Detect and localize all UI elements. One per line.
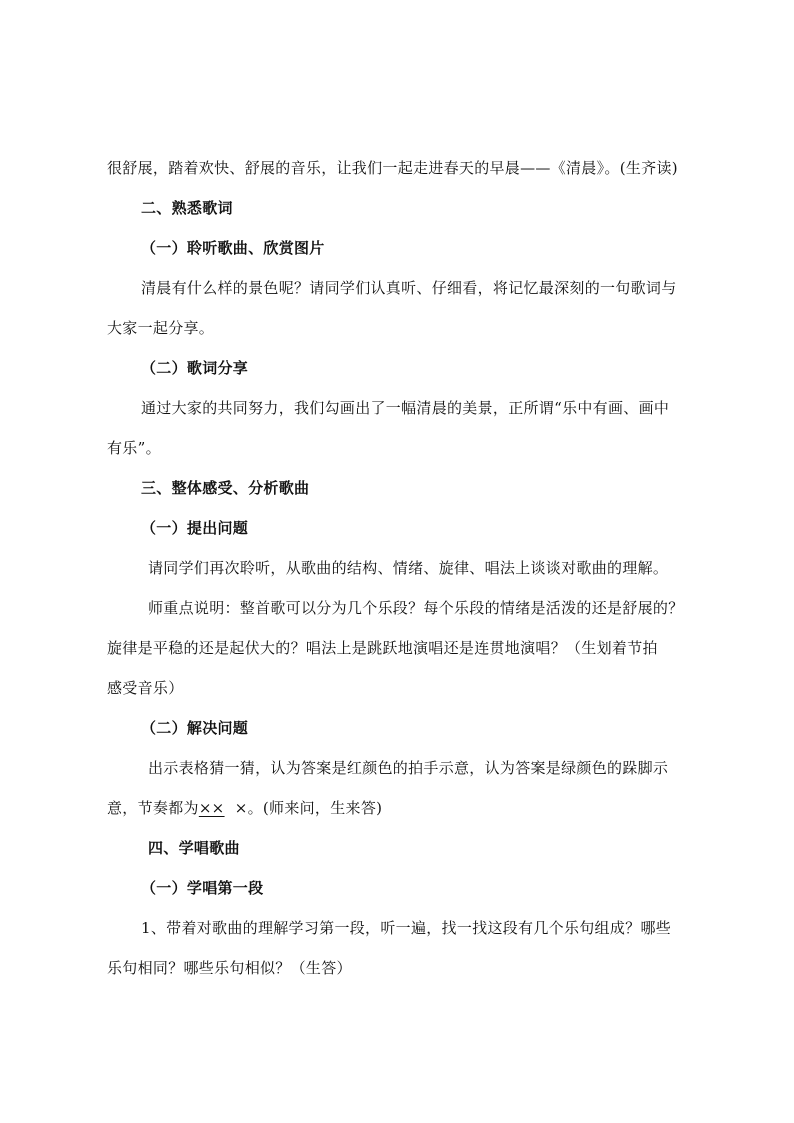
rhythm-notation-underlined: ×× [198,799,225,817]
section-3-sub-1-line-3: 旋律是平稳的还是起伏大的？唱法上是跳跃地演唱还是连贯地演唱？（生划着节拍 [107,639,658,657]
section-4-sub-1-line-1: 1、带着对歌曲的理解学习第一段，听一遍，找一找这段有几个乐句组成？哪些 [141,919,672,937]
section-4-heading: 四、学唱歌曲 [148,839,240,857]
section-2-sub-2-heading: （二）歌词分享 [141,359,249,377]
section-3-sub-2-line-2 [107,798,382,818]
rhythm-line-prefix: 意，节奏都为 [107,799,199,817]
intro-line-1: 很舒展，踏着欢快、舒展的音乐，让我们一起走进春天的早晨——《清晨》。(生齐读) [107,159,678,177]
section-2-sub-1-line-2: 大家一起分享。 [107,319,215,337]
section-3-sub-2-line-1: 出示表格猜一猜，认为答案是红颜色的拍手示意，认为答案是绿颜色的跺脚示 [148,759,669,777]
section-2-sub-2-line-1: 通过大家的共同努力，我们勾画出了一幅清晨的美景，正所谓“乐中有画、画中 [141,399,670,417]
section-3-sub-1-line-4: 感受音乐） [107,679,184,697]
section-3-sub-1-line-2: 师重点说明：整首歌可以分为几个乐段？每个乐段的情绪是活泼的还是舒展的？ [148,599,684,617]
section-3-sub-1-line-1: 请同学们再次聆听，从歌曲的结构、情绪、旋律、唱法上谈谈对歌曲的理解。 [148,559,669,577]
section-3-heading: 三、整体感受、分析歌曲 [141,479,310,497]
section-2-sub-1-line-1: 清晨有什么样的景色呢？请同学们认真听、仔细看，将记忆最深刻的一句歌词与 [141,279,677,297]
section-3-sub-2-heading: （二）解决问题 [141,719,249,737]
section-4-sub-1-line-2: 乐句相同？哪些乐句相似？（生答） [107,959,352,977]
section-2-sub-1-heading: （一）聆听歌曲、欣赏图片 [141,239,325,257]
section-2-heading: 二、熟悉歌词 [141,199,233,217]
section-4-sub-1-heading: （一）学唱第一段 [141,879,264,897]
rhythm-line-suffix: ×。(师来问，生来答) [224,799,383,817]
section-2-sub-2-line-2: 有乐”。 [107,439,161,457]
section-3-sub-1-heading: （一）提出问题 [141,519,249,537]
